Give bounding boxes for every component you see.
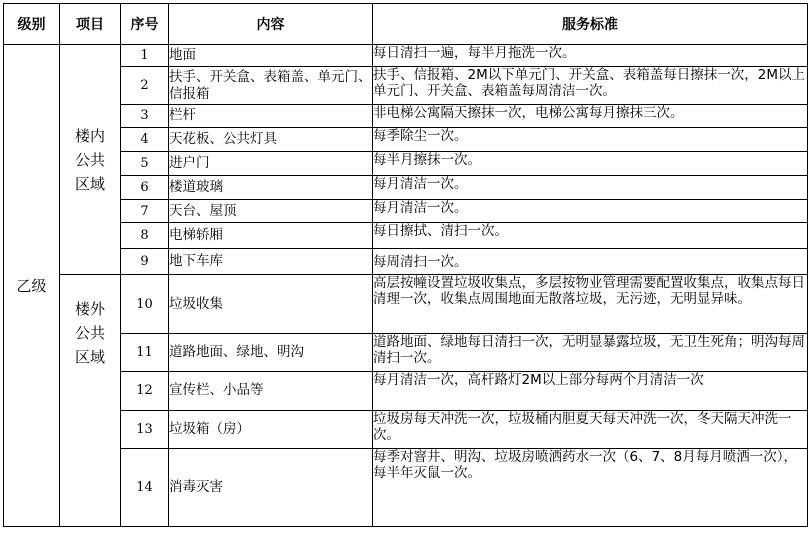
row-number: 13 [121, 410, 169, 449]
table-row [4, 334, 808, 372]
row-number: 7 [121, 199, 169, 222]
table-row [4, 67, 808, 105]
row-standard: 道路地面、绿地每日清扫一次，无明显暴露垃圾，无卫生死角；明沟每周清扫一次。 [373, 334, 808, 372]
row-number: 12 [121, 372, 169, 411]
row-content: 电梯轿厢 [169, 223, 373, 248]
header-project: 项目 [60, 4, 121, 45]
area-line: 公共 [74, 150, 105, 169]
row-standard: 每月清洁一次。 [373, 176, 808, 199]
row-content: 消毒灭害 [169, 449, 373, 527]
table-row [4, 127, 808, 151]
row-content: 宣传栏、小品等 [169, 372, 373, 411]
row-standard: 每月清洁一次，高杆路灯2M以上部分每两个月清洁一次 [373, 372, 808, 411]
row-content: 进户门 [169, 151, 373, 175]
area-cell-indoor [60, 45, 121, 275]
row-number: 8 [121, 223, 169, 248]
row-number: 4 [121, 127, 169, 151]
area-cell-outdoor [60, 275, 121, 527]
table-row [4, 151, 808, 175]
row-content: 垃圾箱（房） [169, 410, 373, 449]
row-number: 3 [121, 105, 169, 127]
row-content: 垃圾收集 [169, 275, 373, 334]
row-content: 地面 [169, 45, 373, 67]
row-standard: 每日清扫一遍，每半月拖洗一次。 [373, 45, 808, 67]
row-number: 6 [121, 176, 169, 199]
row-standard: 每半月擦抹一次。 [373, 151, 808, 175]
row-standard: 每周清扫一次。 [373, 248, 808, 274]
row-content: 栏杆 [169, 105, 373, 127]
header-level: 级别 [4, 4, 60, 45]
area-line: 区域 [74, 348, 105, 367]
row-content: 地下车库 [169, 248, 373, 274]
area-line: 楼内 [74, 126, 105, 145]
row-standard: 非电梯公寓隔天擦抹一次，电梯公寓每月擦抹三次。 [373, 105, 808, 127]
row-number: 9 [121, 248, 169, 274]
table-row [4, 199, 808, 222]
row-number: 11 [121, 334, 169, 372]
table-row [4, 410, 808, 449]
level-cell: 乙级 [4, 45, 60, 527]
row-standard: 高层按幢设置垃圾收集点，多层按物业管理需要配置收集点，收集点每日清理一次，收集点周围地面无散落垃圾，无污迹，无明显异味。 [373, 275, 808, 334]
area-line: 楼外 [74, 300, 105, 319]
header-standard: 服务标准 [373, 4, 808, 45]
row-content: 楼道玻璃 [169, 176, 373, 199]
header-number: 序号 [121, 4, 169, 45]
table-row [4, 45, 808, 67]
row-standard: 每日擦拭、清扫一次。 [373, 223, 808, 248]
row-standard: 垃圾房每天冲洗一次，垃圾桶内胆夏天每天冲洗一次，冬天隔天冲洗一次。 [373, 410, 808, 449]
table-row [4, 176, 808, 199]
row-content: 扶手、开关盒、表箱盖、单元门、信报箱 [169, 67, 373, 105]
row-standard: 每季除尘一次。 [373, 127, 808, 151]
row-number: 5 [121, 151, 169, 175]
row-content: 道路地面、绿地、明沟 [169, 334, 373, 372]
area-line: 公共 [74, 324, 105, 343]
header-row [4, 4, 808, 45]
table-row [4, 372, 808, 411]
table-row [4, 105, 808, 127]
row-number: 2 [121, 67, 169, 105]
row-number: 14 [121, 449, 169, 527]
table-row [4, 248, 808, 274]
header-content: 内容 [169, 4, 373, 45]
row-content: 天花板、公共灯具 [169, 127, 373, 151]
table-row [4, 275, 808, 334]
area-line: 区域 [74, 174, 105, 193]
row-number: 1 [121, 45, 169, 67]
row-number: 10 [121, 275, 169, 334]
table-row [4, 223, 808, 248]
service-standard-table [3, 3, 808, 527]
row-standard: 每季对窨井、明沟、垃圾房喷洒药水一次（6、7、8月每月喷洒一次），每半年灭鼠一次。 [373, 449, 808, 527]
table-row [4, 449, 808, 527]
row-standard: 每月清洁一次。 [373, 199, 808, 222]
row-standard: 扶手、信报箱、2M以下单元门、开关盒、表箱盖每日擦抹一次，2M以上单元门、开关盒、表箱盖每周清洁一次。 [373, 67, 808, 105]
row-content: 天台、屋顶 [169, 199, 373, 222]
